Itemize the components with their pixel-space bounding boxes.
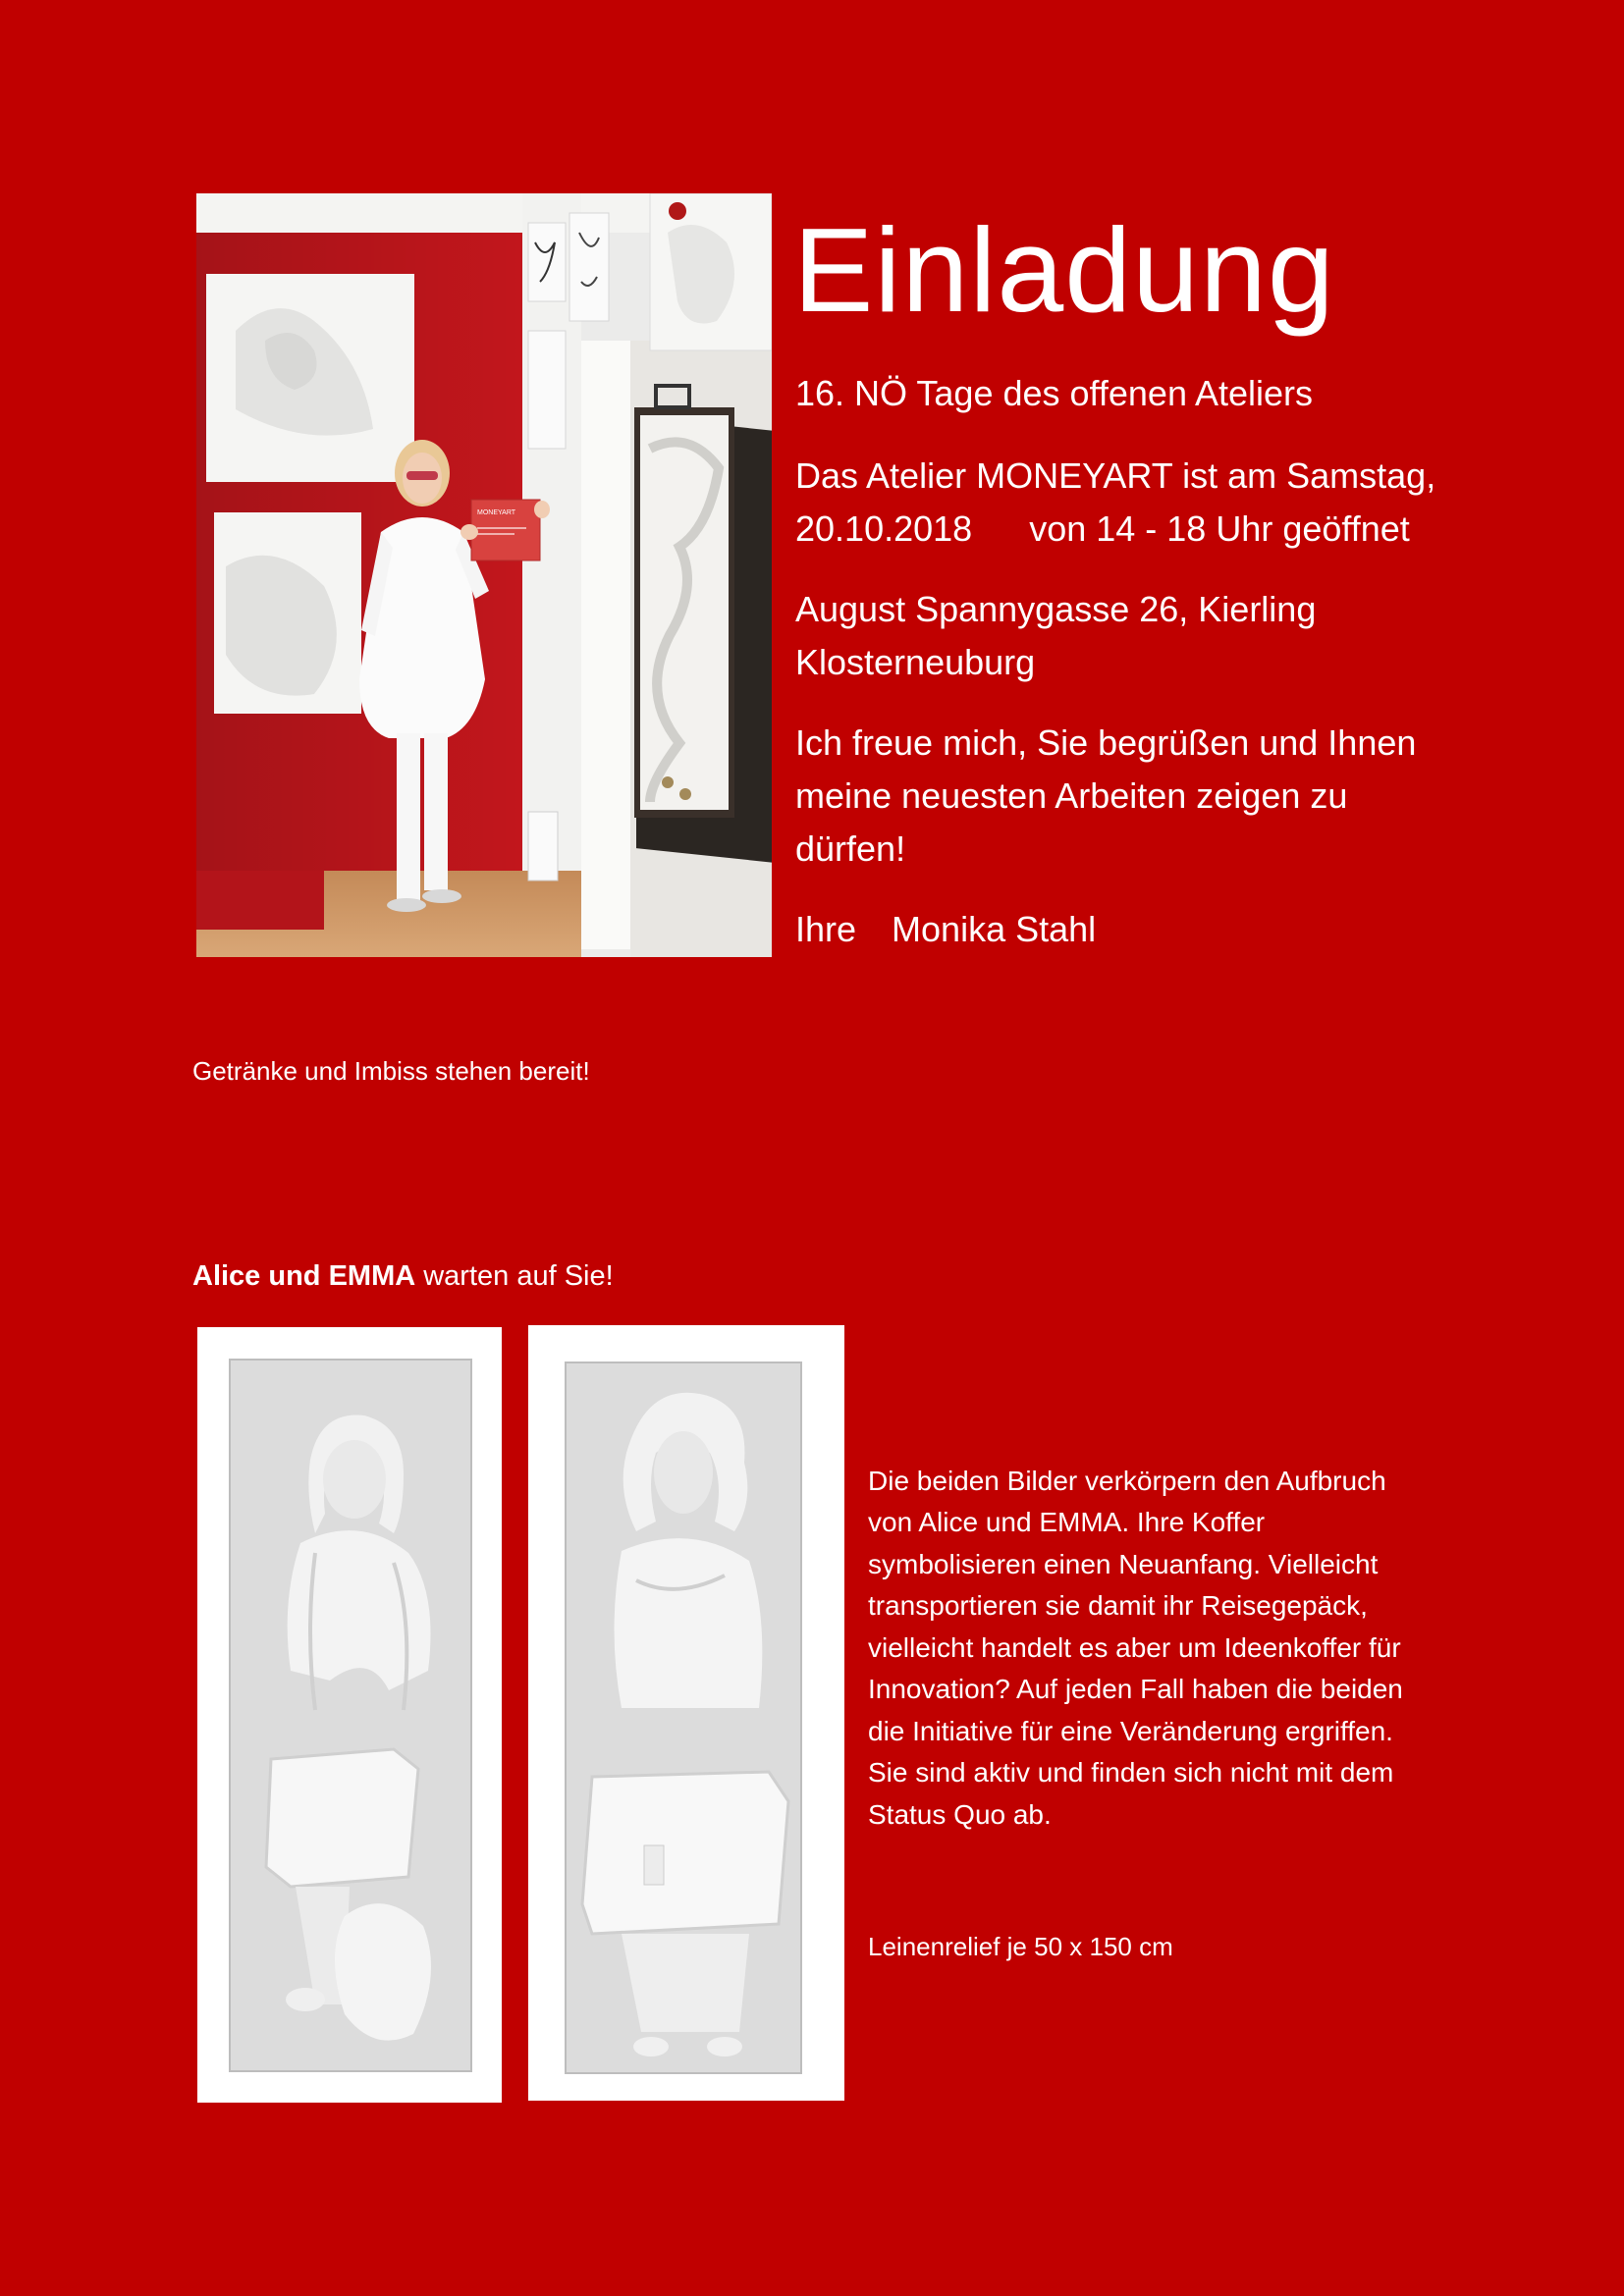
signature-name: Monika Stahl xyxy=(892,909,1097,949)
signature-prefix: Ihre xyxy=(795,909,857,949)
description-line: Die beiden Bilder verkörpern den Aufbruch xyxy=(868,1466,1386,1496)
relief-alice xyxy=(197,1327,502,2103)
relief-alice-illustration xyxy=(197,1327,502,2103)
refreshments-note: Getränke und Imbiss stehen bereit! xyxy=(192,1056,590,1086)
greeting-line-1: Ich freue mich, Sie begrüßen und Ihnen xyxy=(795,722,1417,763)
description-line: Status Quo ab. xyxy=(868,1799,1052,1830)
opening-time: von 14 - 18 Uhr geöffnet xyxy=(1029,508,1410,549)
invitation-title: Einladung xyxy=(793,203,1335,337)
relief-emma xyxy=(528,1325,844,2101)
signature xyxy=(795,903,1096,956)
greeting-line-3: dürfen! xyxy=(795,828,906,869)
relief-emma-illustration xyxy=(528,1325,844,2101)
artworks-heading-bold: Alice und EMMA xyxy=(192,1260,416,1292)
artworks-heading-rest: warten auf Sie! xyxy=(415,1260,614,1292)
atelier-photo-illustration xyxy=(196,193,772,957)
artwork-dimensions: Leinenrelief je 50 x 150 cm xyxy=(868,1932,1173,1961)
opening-line: Das Atelier MONEYART ist am Samstag, xyxy=(795,455,1436,496)
description-line: von Alice und EMMA. Ihre Koffer xyxy=(868,1507,1266,1537)
description-line: Innovation? Auf jeden Fall haben die beiden xyxy=(868,1674,1403,1704)
booklet-label: MONEYART xyxy=(477,509,516,516)
opening-date: 20.10.2018 xyxy=(795,508,973,549)
description-line: transportieren sie damit ihr Reisegepäck, xyxy=(868,1590,1368,1621)
atelier-photo xyxy=(196,193,772,957)
description-line: die Initiative für eine Veränderung ergriffen. xyxy=(868,1716,1393,1746)
address-line-1: August Spannygasse 26, Kierling xyxy=(795,589,1317,629)
event-name: 16. NÖ Tage des offenen Ateliers xyxy=(795,373,1314,413)
description-line: vielleicht handelt es aber um Ideenkoffer für xyxy=(868,1632,1401,1663)
description-line: Sie sind aktiv und finden sich nicht mit dem xyxy=(868,1757,1394,1788)
description-line: symbolisieren einen Neuanfang. Vielleicht xyxy=(868,1549,1379,1579)
greeting-line-2: meine neuesten Arbeiten zeigen zu xyxy=(795,775,1348,816)
opening-date-time xyxy=(795,503,1410,556)
address-line-2: Klosterneuburg xyxy=(795,642,1036,682)
artworks-heading xyxy=(192,1256,614,1296)
